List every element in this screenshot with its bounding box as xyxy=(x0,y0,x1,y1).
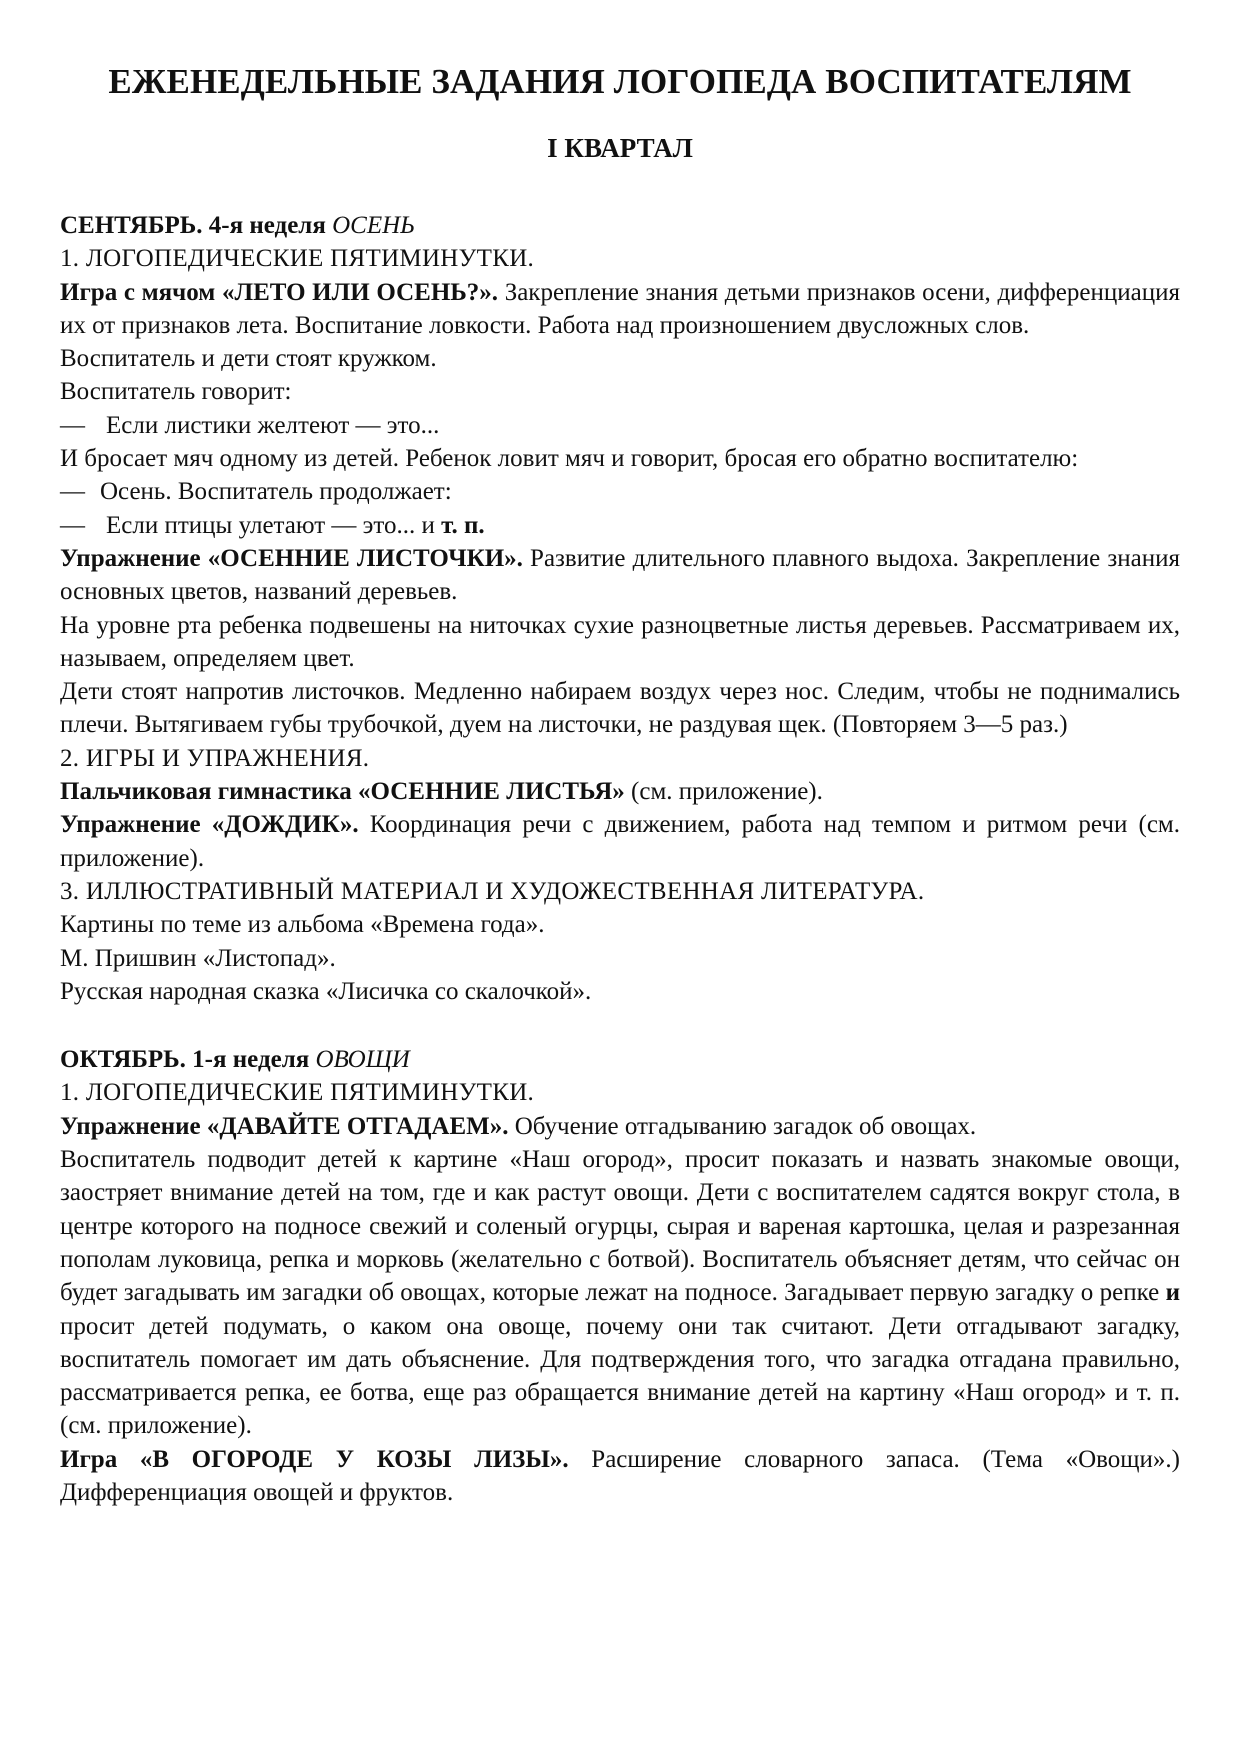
subsection-title: 3. ИЛЛЮСТРАТИВНЫЙ МАТЕРИАЛ И ХУДОЖЕСТВЕННАЯ ЛИТЕРАТУРА. xyxy=(60,877,925,905)
document-title: ЕЖЕНЕДЕЛЬНЫЕ ЗАДАНИЯ ЛОГОПЕДА ВОСПИТАТЕЛЯМ xyxy=(108,62,1132,101)
heading-month: СЕНТЯБРЬ. 4-я неделя xyxy=(60,212,326,239)
exercise-paragraph xyxy=(60,1110,1180,1143)
quarter-heading: I КВАРТАЛ xyxy=(547,133,693,163)
dialogue-text: Если птицы улетают — это... и xyxy=(106,511,442,539)
dash-mark: — xyxy=(60,411,85,439)
game-name: Игра «В ОГОРОДЕ У КОЗЫ ЛИЗЫ». xyxy=(60,1445,569,1473)
paragraph-part: просит детей подумать, о каком она овоще, почему они так считают. Дети отгадывают загадку, воспитатель помогает им дать объяснение. Для подтверждения того, что загадка отгадана правильно, рассматривается репка, ее ботва, еще раз обращается внимание детей на картину «Наш огород» и т. п. (см. приложение). xyxy=(60,1312,1180,1440)
gymnastics-paragraph xyxy=(60,775,1180,808)
paragraph-part: Воспитатель подводит детей к картине «Наш огород», просит показать и назвать знакомые овощи, заостряет внимание детей на том, где и как растут овощи. Дети с воспитателем садятся вокруг стола, в центре которого на подносе свежий и соленый огурцы, сырая и вареная картошка, целая и разрезанная пополам луковица, репка и морковь (желательно с ботвой). Воспитатель объясняет детям, что сейчас он будет загадывать им загадки об овощах, которые лежат на подносе. Загадывает первую загадку о репке xyxy=(60,1146,1180,1307)
exercise-name: Упражнение «ДОЖДИК». xyxy=(60,811,359,839)
text-line: Воспитатель говорит: xyxy=(60,378,292,406)
text-paragraph xyxy=(60,1143,1180,1443)
exercise-description: Развитие длительного плавного выдоха. Закрепление знания основных цветов, названий деревьев. xyxy=(60,544,1180,606)
text-paragraph: И бросает мяч одному из детей. Ребенок ловит мяч и говорит, бросая его обратно воспитателю: xyxy=(60,445,1079,473)
text-line: Воспитатель и дети стоят кружком. xyxy=(60,345,437,373)
dialogue-text: Осень. Воспитатель продолжает: xyxy=(100,478,452,506)
game-name: Игра с мячом «ЛЕТО ИЛИ ОСЕНЬ?». xyxy=(60,278,499,306)
dash-mark: — xyxy=(60,478,85,506)
section-heading xyxy=(60,1043,1180,1076)
game-paragraph xyxy=(60,276,1180,343)
exercise-description: Обучение отгадыванию загадок об овощах. xyxy=(508,1112,977,1140)
dash-mark: — xyxy=(60,511,85,539)
heading-month: ОКТЯБРЬ. 1-я неделя xyxy=(60,1046,310,1074)
gymnastics-note: (см. приложение). xyxy=(624,778,823,806)
section-heading xyxy=(60,209,1180,242)
dialogue-text: Если листики желтеют — это... xyxy=(106,411,440,439)
subsection-title: 1. ЛОГОПЕДИЧЕСКИЕ ПЯТИМИНУТКИ. xyxy=(60,1079,535,1107)
dialogue-line xyxy=(60,409,1180,442)
game-description: Расширение словарного запаса. (Тема «Овощи».) Дифференциация овощей и фруктов. xyxy=(60,1445,1180,1506)
game-paragraph xyxy=(60,1443,1180,1510)
exercise-name: Упражнение «ОСЕННИЕ ЛИСТОЧКИ». xyxy=(60,544,523,572)
literature-item: Русская народная сказка «Лисичка со скалочкой». xyxy=(60,977,592,1005)
text-paragraph: На уровне рта ребенка подвешены на ниточках сухие разноцветные листья деревьев. Рассматриваем их, называем, определяем цвет. xyxy=(60,611,1180,672)
subsection-title: 2. ИГРЫ И УПРАЖНЕНИЯ. xyxy=(60,744,370,772)
text-paragraph: Дети стоят напротив листочков. Медленно набираем воздух через нос. Следим, чтобы не поднимались плечи. Вытягиваем губы трубочкой, дуем на листочки, не раздувая щек. (Повторяем 3—5 раз.) xyxy=(60,678,1180,739)
subsection-title: 1. ЛОГОПЕДИЧЕСКИЕ ПЯТИМИНУТКИ. xyxy=(60,245,535,273)
literature-item: Картины по теме из альбома «Времена года». xyxy=(60,911,545,939)
exercise-paragraph xyxy=(60,808,1180,875)
october-section xyxy=(60,1043,1180,1509)
heading-topic: ОВОЩИ xyxy=(315,1046,410,1074)
literature-item: М. Пришвин «Листопад». xyxy=(60,944,336,972)
dialogue-line xyxy=(60,475,1180,508)
september-section xyxy=(60,209,1180,1008)
exercise-name: Упражнение «ДАВАЙТЕ ОТГАДАЕМ». xyxy=(60,1112,509,1140)
gymnastics-name: Пальчиковая гимнастика «ОСЕННИЕ ЛИСТЬЯ» xyxy=(60,778,625,806)
heading-topic: ОСЕНЬ xyxy=(332,212,415,239)
dialogue-bold: т. п. xyxy=(441,511,485,539)
paragraph-bold-word: и xyxy=(1165,1279,1180,1307)
exercise-paragraph xyxy=(60,542,1180,609)
dialogue-line xyxy=(60,509,1180,542)
game-description: Закрепление знания детьми признаков осени, дифференциация их от признаков лета. Воспитание ловкости. Работа над произношением двусложных слов. xyxy=(60,278,1180,339)
exercise-description: Координация речи с движением, работа над темпом и ритмом речи (см. приложение). xyxy=(60,811,1180,872)
